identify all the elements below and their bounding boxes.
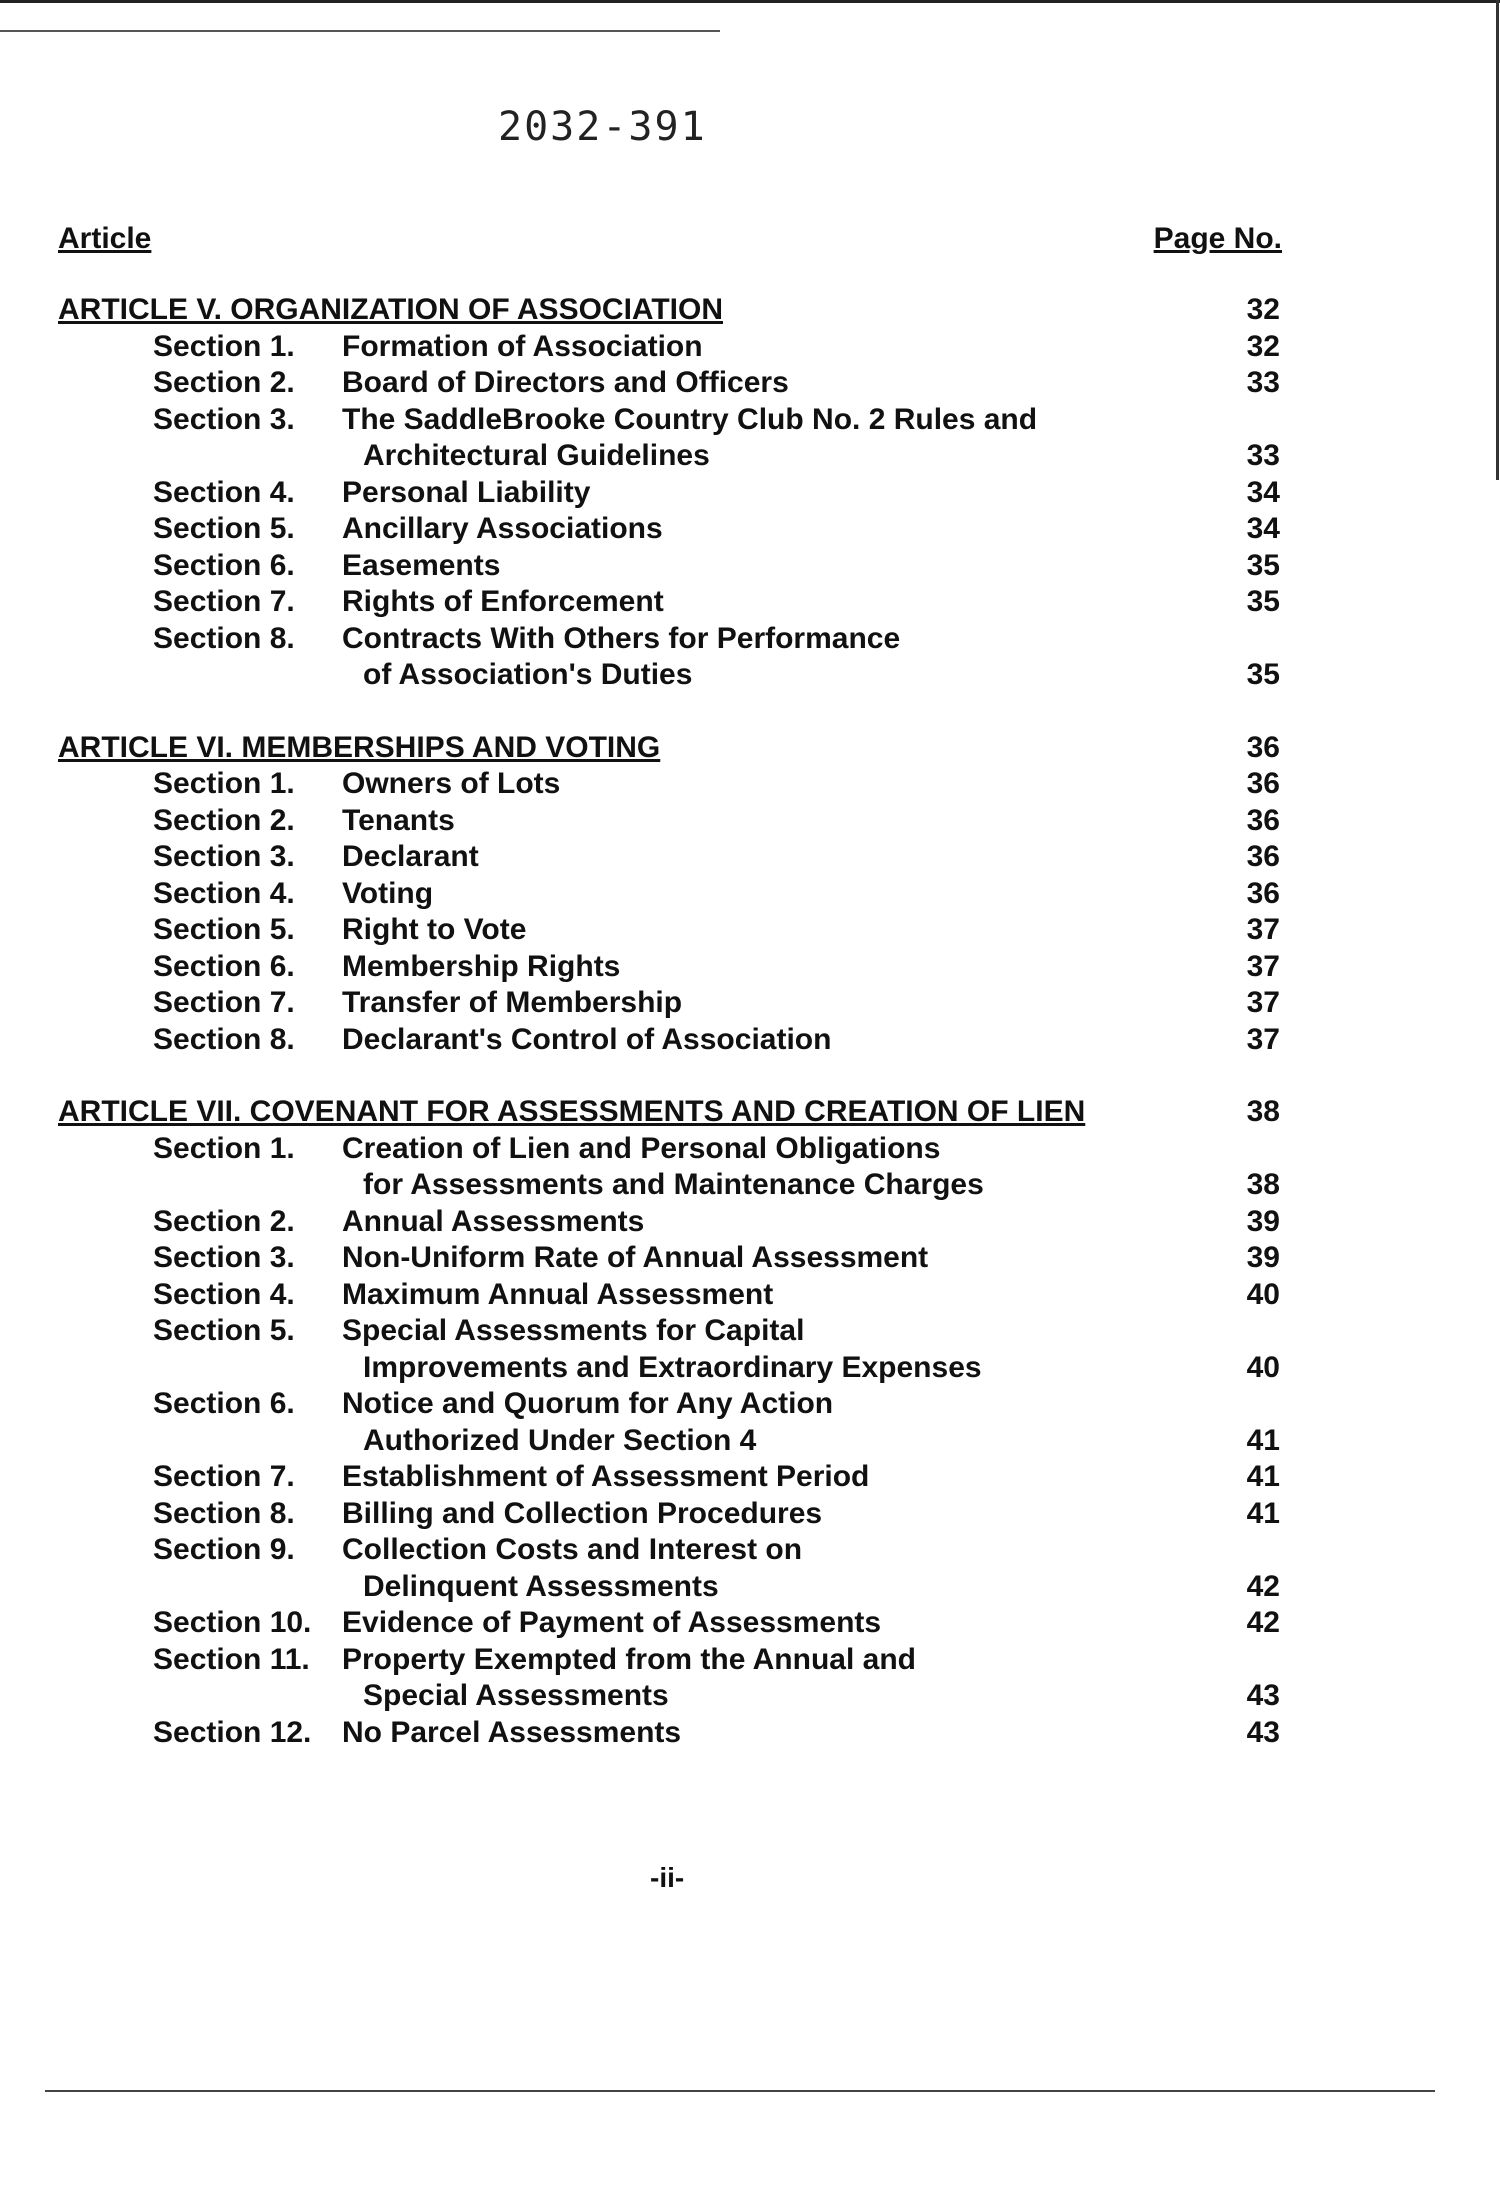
section-page-number: 35	[1246, 548, 1280, 582]
article-spacer	[0, 694, 1500, 730]
article-page-number: 32	[1246, 293, 1280, 326]
section-title: Special Assessments	[363, 1679, 669, 1712]
toc-section-row	[0, 511, 1500, 548]
toc-section-row	[0, 1678, 1500, 1715]
section-title: Creation of Lien and Personal Obligations	[342, 1131, 941, 1165]
section-page-number: 37	[1246, 949, 1280, 983]
toc-section-row	[0, 365, 1500, 402]
toc-section-row	[0, 329, 1500, 366]
section-title: Collection Costs and Interest on	[342, 1533, 803, 1566]
toc-section-row	[0, 766, 1500, 803]
article-title: ARTICLE VI. MEMBERSHIPS AND VOTING	[58, 730, 661, 764]
toc-section-row	[0, 1277, 1500, 1314]
toc-section-row	[0, 1496, 1500, 1533]
section-label: Section 4.	[153, 1277, 295, 1311]
section-label: Section 2.	[153, 1204, 295, 1238]
toc-section-row	[0, 1386, 1500, 1423]
section-label: Section 1.	[153, 767, 295, 800]
toc-section-row	[0, 1350, 1500, 1387]
section-page-number: 43	[1246, 1715, 1280, 1749]
page-no-column-header: Page No.	[1153, 222, 1282, 255]
section-title: Special Assessments for Capital	[342, 1314, 805, 1347]
section-page-number: 36	[1246, 840, 1280, 873]
section-title: Establishment of Assessment Period	[342, 1460, 870, 1493]
toc-section-row	[0, 1423, 1500, 1460]
toc-section-row	[0, 1459, 1500, 1496]
section-page-number: 34	[1246, 475, 1280, 509]
section-title: Rights of Enforcement	[342, 585, 664, 618]
article-heading-row	[0, 292, 1500, 329]
article-spacer	[0, 1058, 1500, 1094]
toc-section-row	[0, 876, 1500, 913]
article-title: ARTICLE V. ORGANIZATION OF ASSOCIATION	[58, 293, 724, 326]
section-page-number: 41	[1246, 1496, 1280, 1530]
section-title: Contracts With Others for Performance	[342, 621, 901, 655]
section-label: Section 3.	[153, 402, 295, 436]
section-page-number: 32	[1246, 329, 1280, 363]
toc-section-row	[0, 475, 1500, 512]
toc-section-row	[0, 985, 1500, 1022]
toc-section-row	[0, 839, 1500, 876]
section-title: Voting	[342, 876, 434, 910]
toc-section-row	[0, 1532, 1500, 1569]
section-page-number: 42	[1246, 1606, 1280, 1639]
toc-section-row	[0, 1167, 1500, 1204]
toc-section-row	[0, 1240, 1500, 1277]
toc-section-row	[0, 1569, 1500, 1606]
toc-section-row	[0, 803, 1500, 840]
section-page-number: 33	[1246, 439, 1280, 472]
section-page-number: 41	[1246, 1460, 1280, 1493]
section-label: Section 3.	[153, 840, 295, 873]
section-page-number: 42	[1246, 1569, 1280, 1603]
scan-border-top	[0, 0, 1500, 3]
section-label: Section 9.	[153, 1533, 295, 1566]
toc-section-row	[0, 1204, 1500, 1241]
section-title: Board of Directors and Officers	[342, 366, 789, 399]
section-title: Authorized Under Section 4	[363, 1423, 757, 1457]
toc-section-row	[0, 1715, 1500, 1752]
toc-section-row	[0, 1131, 1500, 1168]
article-column-header: Article	[58, 222, 152, 255]
section-label: Section 4.	[153, 475, 295, 509]
section-label: Section 6.	[153, 949, 295, 983]
section-page-number: 37	[1246, 913, 1280, 946]
toc-section-row	[0, 1313, 1500, 1350]
section-page-number: 40	[1246, 1350, 1280, 1384]
section-title: Evidence of Payment of Assessments	[342, 1606, 882, 1639]
section-title: Membership Rights	[342, 949, 621, 983]
page-footer-number: -ii-	[650, 1862, 685, 1893]
scan-border-line	[0, 30, 720, 32]
toc-section-row	[0, 438, 1500, 475]
toc-section-row	[0, 949, 1500, 986]
section-label: Section 5.	[153, 1314, 295, 1347]
section-title: Billing and Collection Procedures	[342, 1496, 823, 1530]
section-title: of Association's Duties	[363, 658, 693, 691]
section-label: Section 10.	[153, 1606, 312, 1639]
section-title: Architectural Guidelines	[363, 439, 710, 472]
section-title: Delinquent Assessments	[363, 1569, 719, 1603]
article-title: ARTICLE VII. COVENANT FOR ASSESSMENTS AND CREATION OF LIEN	[58, 1095, 1086, 1128]
toc-section-row	[0, 584, 1500, 621]
section-title: Property Exempted from the Annual and	[342, 1642, 916, 1676]
section-label: Section 5.	[153, 512, 295, 545]
section-page-number: 37	[1246, 986, 1280, 1019]
section-title: Declarant	[342, 840, 479, 873]
toc-section-row	[0, 1642, 1500, 1679]
table-of-contents	[0, 292, 1500, 1751]
section-page-number: 36	[1246, 876, 1280, 910]
section-title: Transfer of Membership	[342, 986, 683, 1019]
article-heading-row	[0, 730, 1500, 767]
section-title: The SaddleBrooke Country Club No. 2 Rules and	[342, 402, 1038, 436]
section-label: Section 6.	[153, 548, 295, 582]
section-page-number: 36	[1246, 767, 1280, 800]
section-title: Tenants	[342, 803, 455, 837]
section-title: Annual Assessments	[342, 1204, 645, 1238]
article-page-number: 38	[1246, 1095, 1280, 1128]
toc-section-row	[0, 402, 1500, 439]
section-title: Right to Vote	[342, 913, 527, 946]
section-label: Section 3.	[153, 1241, 295, 1274]
section-title: Non-Uniform Rate of Annual Assessment	[342, 1241, 929, 1274]
document-number: 2032-391	[498, 104, 707, 150]
section-title: Notice and Quorum for Any Action	[342, 1387, 834, 1420]
section-page-number: 34	[1246, 512, 1280, 545]
section-title: Formation of Association	[342, 329, 703, 363]
section-page-number: 39	[1246, 1204, 1280, 1238]
section-page-number: 38	[1246, 1168, 1280, 1201]
section-label: Section 7.	[153, 585, 295, 618]
section-label: Section 12.	[153, 1715, 312, 1749]
section-label: Section 11.	[153, 1642, 310, 1676]
section-page-number: 41	[1246, 1423, 1280, 1457]
article-page-number: 36	[1246, 730, 1280, 764]
section-title: Easements	[342, 548, 501, 582]
section-label: Section 8.	[153, 1496, 295, 1530]
toc-section-row	[0, 912, 1500, 949]
section-label: Section 2.	[153, 366, 295, 399]
toc-section-row	[0, 1605, 1500, 1642]
article-heading-row	[0, 1094, 1500, 1131]
section-title: Maximum Annual Assessment	[342, 1277, 774, 1311]
section-title: Improvements and Extraordinary Expenses	[363, 1350, 982, 1384]
section-label: Section 8.	[153, 1022, 295, 1056]
section-label: Section 1.	[153, 1131, 295, 1165]
section-title: Declarant's Control of Association	[342, 1022, 832, 1056]
section-page-number: 39	[1246, 1241, 1280, 1274]
section-page-number: 37	[1246, 1022, 1280, 1056]
toc-section-row	[0, 1022, 1500, 1059]
section-page-number: 43	[1246, 1679, 1280, 1712]
section-page-number: 35	[1246, 585, 1280, 618]
section-title: Ancillary Associations	[342, 512, 663, 545]
toc-section-row	[0, 657, 1500, 694]
section-page-number: 35	[1246, 658, 1280, 691]
section-title: Personal Liability	[342, 475, 591, 509]
section-label: Section 7.	[153, 986, 295, 1019]
toc-section-row	[0, 621, 1500, 658]
section-label: Section 6.	[153, 1387, 295, 1420]
section-label: Section 5.	[153, 913, 295, 946]
scan-border-bottom	[45, 2090, 1435, 2092]
toc-section-row	[0, 548, 1500, 585]
section-label: Section 7.	[153, 1460, 295, 1493]
section-label: Section 4.	[153, 876, 295, 910]
section-label: Section 2.	[153, 803, 295, 837]
section-page-number: 33	[1246, 366, 1280, 399]
section-title: No Parcel Assessments	[342, 1715, 682, 1749]
section-label: Section 8.	[153, 621, 295, 655]
section-page-number: 36	[1246, 803, 1280, 837]
section-title: Owners of Lots	[342, 767, 561, 800]
section-page-number: 40	[1246, 1277, 1280, 1311]
section-title: for Assessments and Maintenance Charges	[363, 1168, 984, 1201]
section-label: Section 1.	[153, 329, 295, 363]
